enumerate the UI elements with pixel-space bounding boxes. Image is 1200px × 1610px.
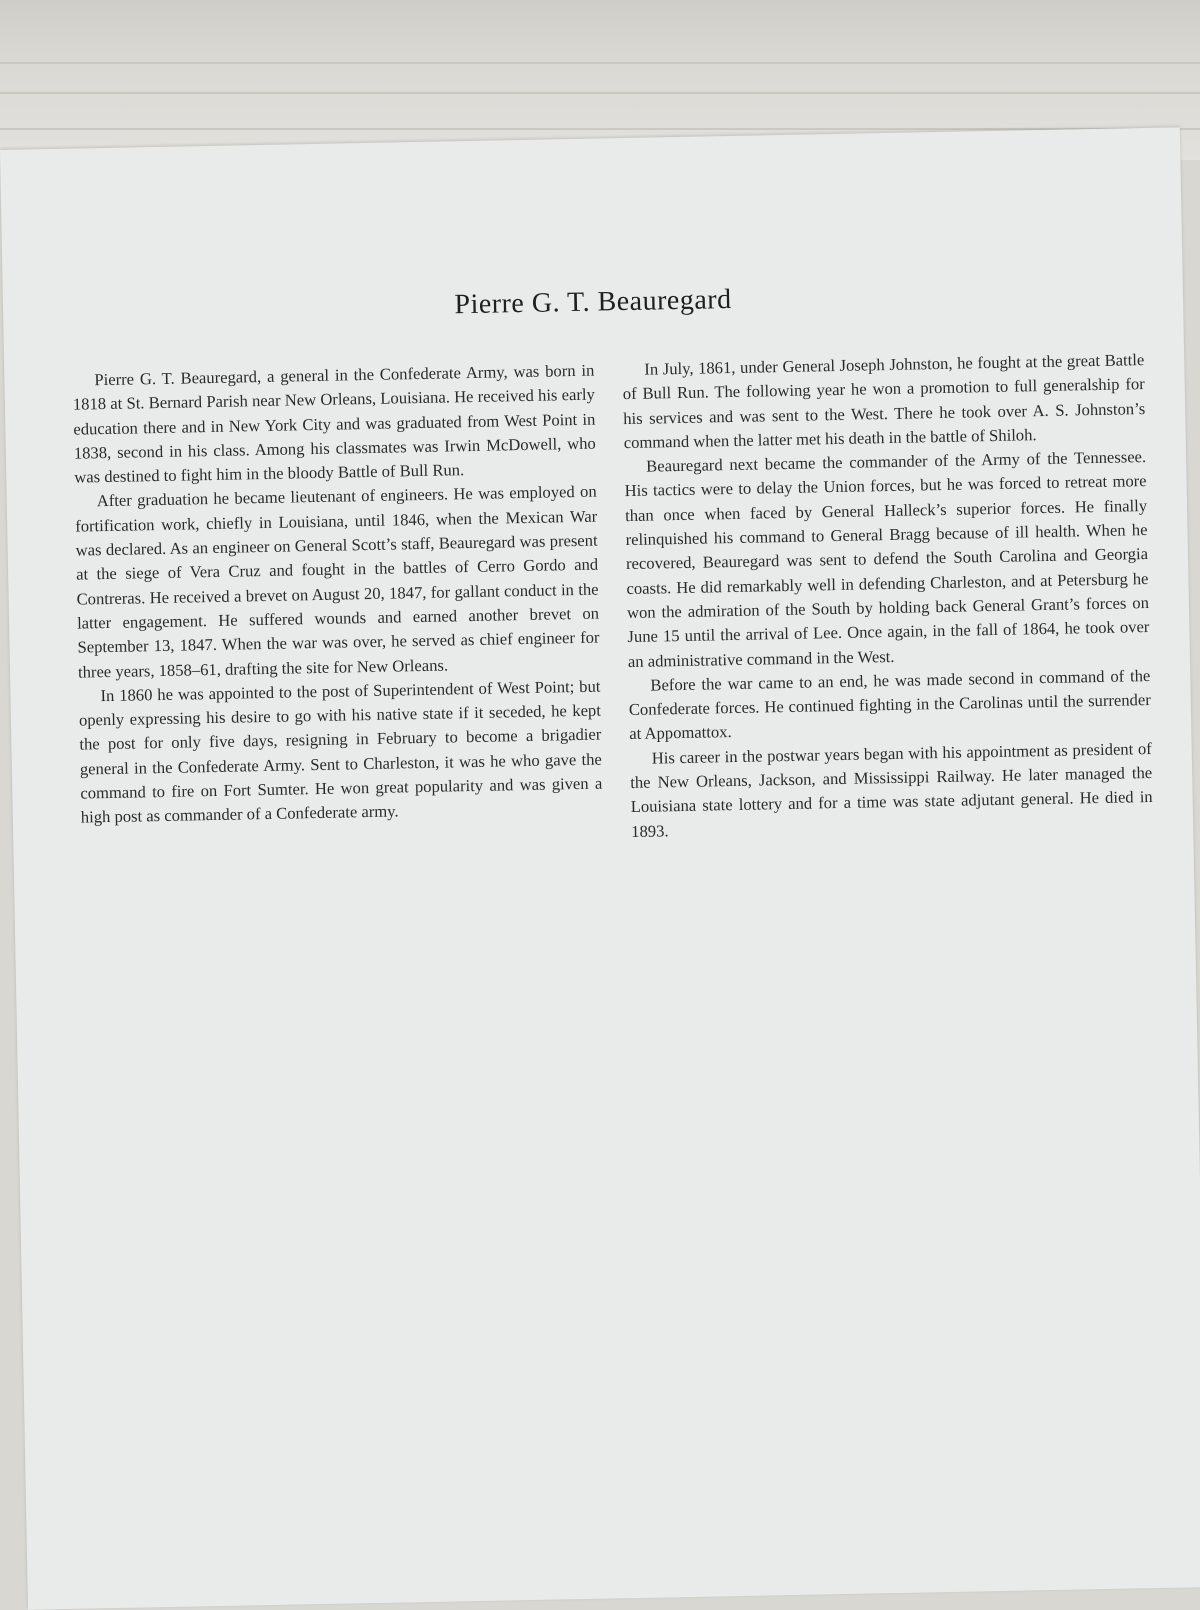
paragraph: In July, 1861, under General Joseph Johnston, he fought at the great Battle of Bull Run. The following year he won a promotion to full generalship for his services and was sent to the West. There he took over A. S. Johnston’s command when the latter met his death in the battle of Shiloh. [622, 350, 1146, 452]
left-column [72, 359, 603, 831]
paragraph: His career in the postwar years began with his appointment as president of the New Orleans, Jackson, and Mississippi Railway. He later managed the Louisiana state lottery and for a time was state adjutant general. He died in 1893. [630, 738, 1153, 841]
paragraph: Before the war came to an end, he was made second in command of the Confederate forces. He continued fighting in the Carolinas until the surrender at Appomattox. [628, 665, 1151, 744]
paragraph: In 1860 he was appointed to the post of Superintendent of West Point; but openly expressing his desire to go with his native state if it seceded, he kept the post for only five days, resigning in February to become a brigadier general in the Confederate Army. Sent to Charleston, it was he who gave the command to fire on Fort Sumter. He won great popularity and was given a high post as commander of a Confederate army. [78, 676, 603, 827]
sheet-edge [0, 92, 1200, 94]
page-title: Pierre G. T. Beauregard [454, 283, 732, 321]
sheet-edge [0, 62, 1200, 64]
paragraph: Pierre G. T. Beauregard, a general in the Confederate Army, was born in 1818 at St. Bernard Parish near New Orleans, Louisiana. He received his early education there and in New York City and was graduated from West Point in 1838, second in his class. Among his classmates was Irwin McDowell, who was destined to fight him in the bloody Battle of Bull Run. [72, 360, 596, 487]
right-column [622, 348, 1153, 844]
document-page [0, 127, 1200, 1609]
paragraph: Beauregard next became the commander of the Army of the Tennessee. His tactics were to delay the Union forces, but he was forced to retreat more than once when faced by General Halleck’s superior forces. He finally relinquished his command to General Bragg because of ill health. When he recovered, Beauregard was sent to defend the South Carolina and Georgia coasts. He did remarkably well in defending Charleston, and at Petersburg he won the admiration of the South by holding back General Grant’s forces on June 15 until the arrival of Lee. Once again, in the fall of 1864, he took over an administrative command in the West. [624, 447, 1150, 671]
paragraph: After graduation he became lieutenant of engineers. He was employed on fortification work, chiefly in Louisiana, until 1846, when the Mexican War was declared. As an engineer on General Scott’s staff, Beauregard was present at the siege of Vera Cruz and fought in the battles of Cerro Gordo and Contreras. He received a brevet on August 20, 1847, for gallant conduct in the latter engagement. He suffered wounds and earned another brevet on September 13, 1847. When the war was over, he served as chief engineer for three years, 1858–61, drafting the site for New Orleans. [75, 482, 600, 682]
